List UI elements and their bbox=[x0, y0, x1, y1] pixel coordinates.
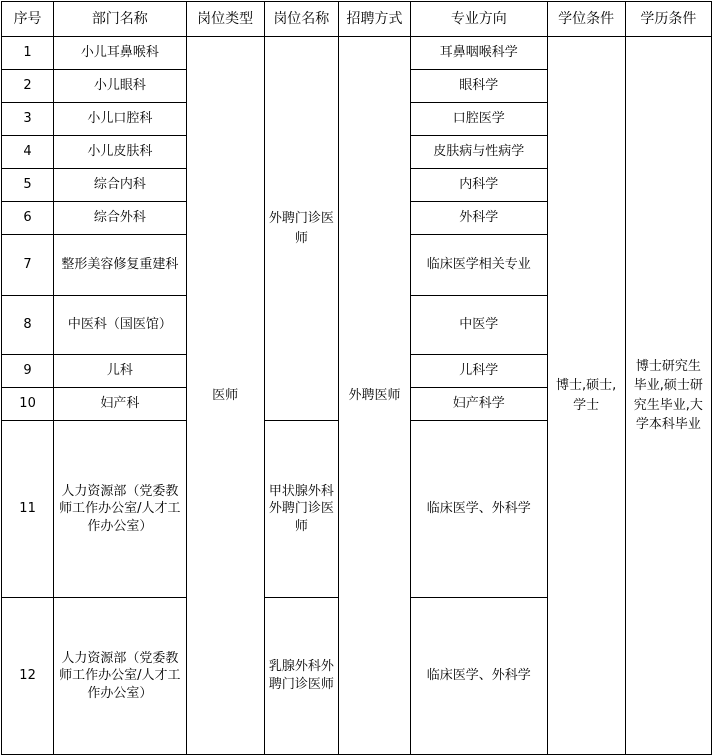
cell-major: 儿科学 bbox=[411, 355, 547, 388]
cell-department: 妇产科 bbox=[54, 388, 186, 421]
cell-major: 妇产科学 bbox=[411, 388, 547, 421]
cell-department: 中医科（国医馆） bbox=[54, 296, 186, 355]
cell-no: 12 bbox=[2, 598, 54, 755]
cell-no: 7 bbox=[2, 235, 54, 296]
cell-no: 3 bbox=[2, 103, 54, 136]
header-cell-education: 学历条件 bbox=[625, 2, 711, 37]
cell-post-name: 乳腺外科外聘门诊医师 bbox=[264, 598, 338, 755]
cell-post-type-merged: 医师 bbox=[186, 37, 264, 755]
recruitment-table-page bbox=[0, 1, 713, 708]
cell-no: 10 bbox=[2, 388, 54, 421]
header-cell-degree: 学位条件 bbox=[547, 2, 625, 37]
cell-department: 综合外科 bbox=[54, 202, 186, 235]
cell-department: 小儿口腔科 bbox=[54, 103, 186, 136]
cell-major: 眼科学 bbox=[411, 70, 547, 103]
cell-no: 9 bbox=[2, 355, 54, 388]
header-cell-post-name: 岗位名称 bbox=[264, 2, 338, 37]
cell-no: 6 bbox=[2, 202, 54, 235]
cell-recruit-method-merged: 外聘医师 bbox=[338, 37, 410, 755]
cell-major: 临床医学相关专业 bbox=[411, 235, 547, 296]
header-cell-post-type: 岗位类型 bbox=[186, 2, 264, 37]
cell-post-name: 甲状腺外科外聘门诊医师 bbox=[264, 421, 338, 598]
header-cell-no: 序号 bbox=[2, 2, 54, 37]
cell-education-merged: 博士研究生毕业,硕士研究生毕业,大学本科毕业 bbox=[625, 37, 711, 755]
cell-no: 8 bbox=[2, 296, 54, 355]
cell-no: 1 bbox=[2, 37, 54, 70]
cell-no: 2 bbox=[2, 70, 54, 103]
table-body bbox=[2, 37, 712, 755]
cell-major: 临床医学、外科学 bbox=[411, 421, 547, 598]
cell-no: 4 bbox=[2, 136, 54, 169]
cell-major: 中医学 bbox=[411, 296, 547, 355]
table-header-row bbox=[2, 2, 712, 37]
cell-major: 皮肤病与性病学 bbox=[411, 136, 547, 169]
cell-major: 临床医学、外科学 bbox=[411, 598, 547, 755]
cell-department: 小儿皮肤科 bbox=[54, 136, 186, 169]
cell-major: 外科学 bbox=[411, 202, 547, 235]
header-cell-recruit-method: 招聘方式 bbox=[338, 2, 410, 37]
header-cell-major: 专业方向 bbox=[411, 2, 547, 37]
table-row bbox=[2, 37, 712, 70]
cell-department: 小儿耳鼻喉科 bbox=[54, 37, 186, 70]
table-header bbox=[2, 2, 712, 37]
cell-department: 综合内科 bbox=[54, 169, 186, 202]
cell-post-name-outpatient: 外聘门诊医师 bbox=[264, 37, 338, 421]
cell-no: 11 bbox=[2, 421, 54, 598]
cell-department: 人力资源部（党委教师工作办公室/人才工作办公室） bbox=[54, 598, 186, 755]
recruitment-table bbox=[1, 1, 712, 755]
cell-degree-merged: 博士,硕士,学士 bbox=[547, 37, 625, 755]
cell-major: 口腔医学 bbox=[411, 103, 547, 136]
cell-department: 整形美容修复重建科 bbox=[54, 235, 186, 296]
cell-no: 5 bbox=[2, 169, 54, 202]
cell-major: 内科学 bbox=[411, 169, 547, 202]
cell-department: 儿科 bbox=[54, 355, 186, 388]
cell-department: 人力资源部（党委教师工作办公室/人才工作办公室） bbox=[54, 421, 186, 598]
header-cell-department: 部门名称 bbox=[54, 2, 186, 37]
cell-major: 耳鼻咽喉科学 bbox=[411, 37, 547, 70]
cell-department: 小儿眼科 bbox=[54, 70, 186, 103]
